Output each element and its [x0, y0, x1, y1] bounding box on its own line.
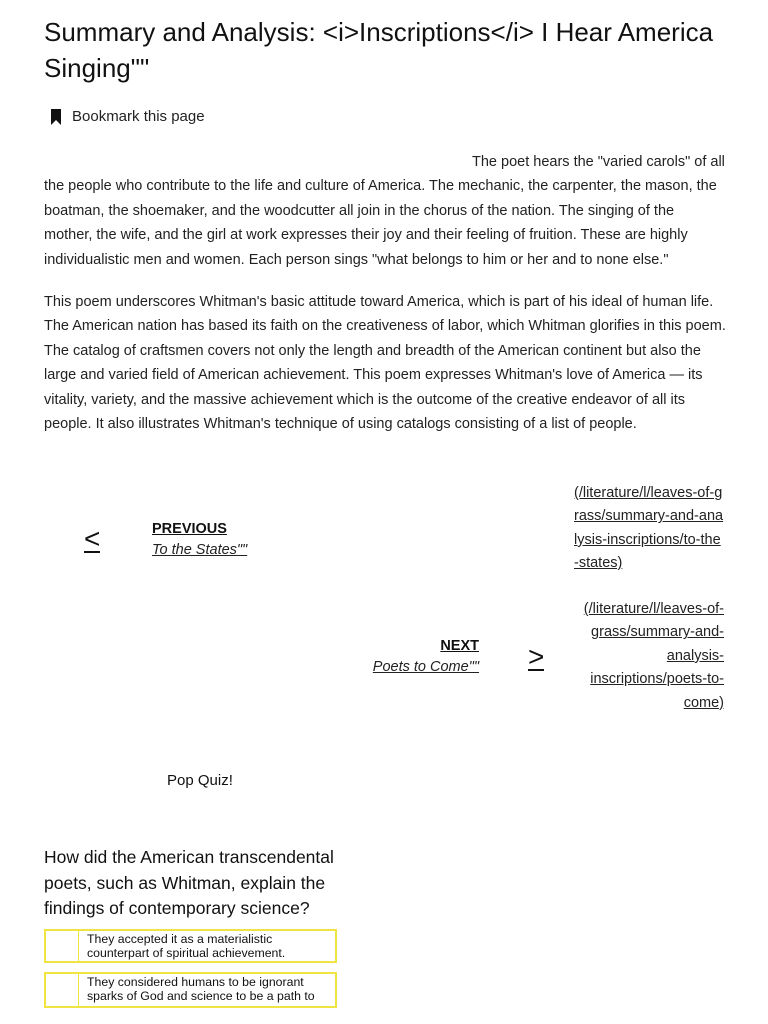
quiz-answer-option[interactable] — [44, 929, 337, 963]
next-label[interactable]: NEXT — [440, 638, 479, 654]
quiz-question: How did the American transcendental poets, such as Whitman, explain the findings of contemporary science? — [44, 847, 334, 918]
next-url-link[interactable]: (/literature/l/leaves-of-grass/summary-and-analysis-inscriptions/poets-to-come) — [583, 601, 724, 711]
previous-title[interactable]: To the States"" — [152, 542, 248, 558]
previous-url-link[interactable]: (/literature/l/leaves-of-grass/summary-and-analysis-inscriptions/to-the-states) — [574, 485, 724, 572]
answer-text: They accepted it as a materialistic counterpart of spiritual achievement. — [87, 932, 286, 960]
article-paragraph: This poem underscores Whitman's basic attitude toward America, which is part of his ideal of human life. The American nation has based its faith on the creativeness of labor, which Whitman glorifies in this poem. The catalog of craftsmen covers not only the length and breadth of the American continent but also the large and varied field of American achievement. This poem expresses Whitman's love of America — its vitality, variety, and the massive achievement which is the outcome of the creative endeavor of all its people. It also illustrates Whitman's technique of using catalogs consisting of a list of people. — [44, 294, 726, 433]
article-body — [44, 150, 726, 454]
bookmark-label: Bookmark this page — [72, 108, 205, 125]
previous-link[interactable] — [152, 519, 247, 561]
answer-text: They considered humans to be ignorant sparks of God and science to be a path to — [87, 975, 315, 1003]
next-title[interactable]: Poets to Come"" — [372, 659, 479, 675]
previous-label[interactable]: PREVIOUS — [152, 521, 227, 537]
previous-arrow-button[interactable] — [84, 524, 100, 554]
chevron-right-icon: > — [528, 641, 545, 672]
article-paragraph: The poet hears the "varied carols" of all the people who contribute to the life and culture of America. The mechanic, the carpenter, the mason, the boatman, the shoemaker, and the woodcutter all join in the chorus of the nation. The singing of the mother, the wife, and the girl at work expresses their joy and their feeling of fruition. These are highly individualistic men and women. Each person sings "what belongs to him or her and to none else." — [44, 154, 725, 268]
page-title: Summary and Analysis: <i>Inscriptions</i> I Hear America Singing"" — [44, 17, 714, 83]
bookmark-icon — [50, 109, 62, 125]
answer-marker — [46, 974, 79, 1006]
pop-quiz-label: Pop Quiz! — [167, 772, 233, 789]
bookmark-button[interactable] — [50, 108, 205, 125]
next-arrow-button[interactable] — [528, 642, 544, 672]
next-link[interactable] — [300, 636, 479, 678]
answer-marker — [46, 931, 79, 961]
quiz-answer-option[interactable] — [44, 972, 337, 1008]
chevron-left-icon: < — [84, 523, 101, 554]
